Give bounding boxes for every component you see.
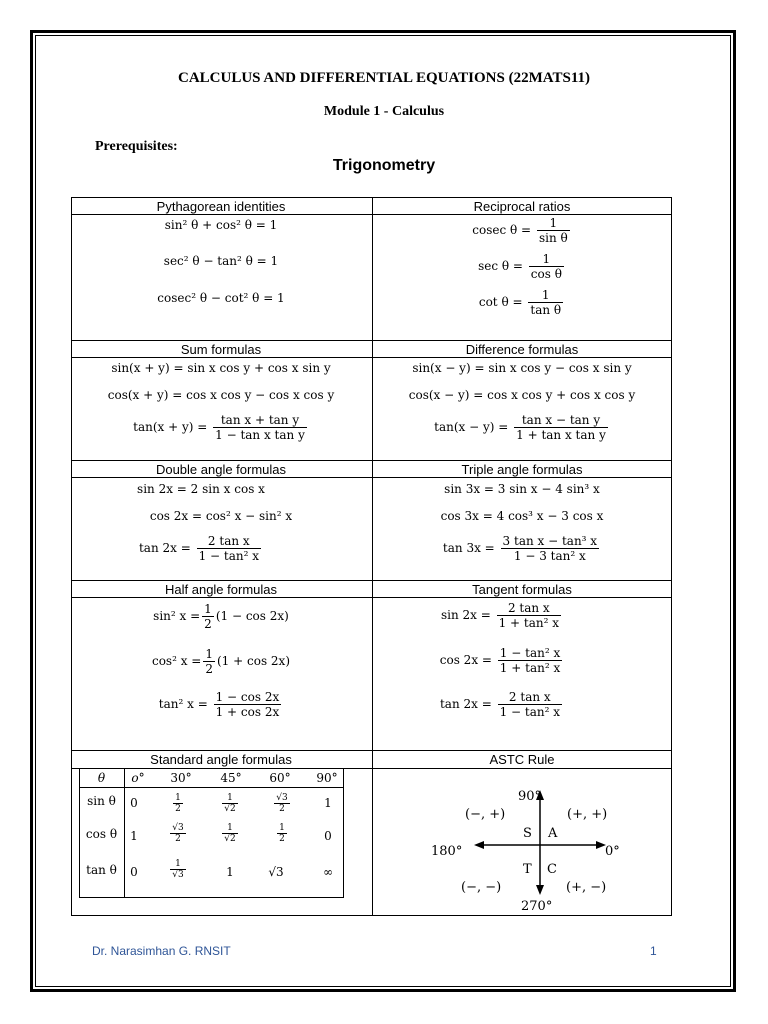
fraction xyxy=(514,413,608,442)
tangent-header: Tangent formulas xyxy=(472,582,572,597)
table-cell xyxy=(166,793,190,814)
astc-270: 270° xyxy=(521,899,553,914)
table-header-cell: 60° xyxy=(269,771,291,785)
numerator: 1 xyxy=(175,793,181,803)
numerator: tan x − tan y xyxy=(521,413,601,427)
denominator: 1 + tan² x xyxy=(498,616,560,630)
table-cell xyxy=(166,859,190,880)
half-eq-2 xyxy=(71,647,371,676)
numerator: 2 tan x xyxy=(508,690,551,704)
row-divider xyxy=(71,214,672,215)
arrow-down-icon xyxy=(536,885,544,895)
eq-lhs: sin² x = xyxy=(153,609,201,623)
numerator: √3 xyxy=(172,823,184,833)
triple-eq-1: sin 3x = 3 sin x − 4 sin³ x xyxy=(444,482,600,496)
eq-lhs: tan 3x = xyxy=(442,541,495,555)
pythagorean-header: Pythagorean identities xyxy=(156,199,286,214)
numerator: 1 xyxy=(204,602,212,616)
row-divider xyxy=(71,580,672,581)
double-eq-3 xyxy=(71,534,331,563)
numerator: tan x + tan y xyxy=(220,413,300,427)
sum-header: Sum formulas xyxy=(180,342,262,357)
numerator: 2 tan x xyxy=(507,601,550,615)
fraction-half xyxy=(202,602,214,631)
reciprocal-eq-3 xyxy=(372,288,672,317)
numerator: 1 − cos 2x xyxy=(215,690,280,704)
numerator: 1 xyxy=(549,216,558,230)
denominator: 1 + tan² x xyxy=(499,661,561,675)
fraction xyxy=(213,413,307,442)
denominator: √3 xyxy=(172,870,184,880)
triple-eq-3 xyxy=(372,534,672,563)
table-cell: 1 xyxy=(324,796,332,810)
eq-rhs: (1 + cos 2x) xyxy=(217,654,291,668)
astc-letter-a: A xyxy=(548,826,558,841)
row-divider xyxy=(71,357,672,358)
fraction xyxy=(537,216,570,245)
denominator: cos θ xyxy=(530,267,562,281)
astc-q1-signs: (+, +) xyxy=(567,807,608,822)
table-row-label: tan θ xyxy=(86,863,117,877)
tangent-eq-1 xyxy=(372,601,632,630)
table-divider xyxy=(79,787,344,788)
numerator: 1 xyxy=(175,859,181,869)
table-cell xyxy=(218,793,242,814)
double-eq-2: cos 2x = cos² x − sin² x xyxy=(149,509,293,523)
row-divider xyxy=(71,750,672,751)
reciprocal-eq-1 xyxy=(372,216,672,245)
row-divider xyxy=(71,340,672,341)
half-eq-1 xyxy=(71,602,371,631)
fraction xyxy=(222,823,237,844)
astc-90: 90° xyxy=(518,789,542,804)
denominator: 2 xyxy=(175,804,181,814)
eq-lhs: cosec θ = xyxy=(472,223,532,237)
denominator: 2 xyxy=(279,834,285,844)
fraction xyxy=(173,793,183,814)
eq-lhs: cos² x = xyxy=(151,654,202,668)
denominator: √2 xyxy=(224,834,236,844)
denominator: 1 − 3 tan² x xyxy=(501,548,600,563)
denominator: 2 xyxy=(170,833,185,844)
astc-180: 180° xyxy=(431,844,463,859)
fraction xyxy=(277,823,287,844)
footer-author: Dr. Narasimhan G. RNSIT xyxy=(92,944,231,958)
table-cell: ∞ xyxy=(323,865,333,879)
prerequisites-label: Prerequisites: xyxy=(95,139,178,154)
table-cell xyxy=(166,823,190,844)
table-cell xyxy=(270,793,294,814)
row-divider xyxy=(71,460,672,461)
row-divider xyxy=(71,477,672,478)
numerator: 1 xyxy=(279,823,285,833)
table-header-cell: 90° xyxy=(316,771,338,785)
sum-eq-1: sin(x + y) = sin x cos y + cos x sin y xyxy=(111,361,331,375)
tangent-eq-3 xyxy=(372,690,632,719)
fraction xyxy=(528,288,563,317)
table-cell: 1 xyxy=(226,865,234,879)
half-angle-header: Half angle formulas xyxy=(165,582,277,597)
denominator: 1 + tan x tan y xyxy=(516,428,606,442)
eq-lhs: sec θ = xyxy=(478,259,523,273)
difference-eq-2: cos(x − y) = cos x cos y + cos x cos y xyxy=(408,388,636,402)
table-cell xyxy=(218,823,242,844)
denominator: 1 + cos 2x xyxy=(215,705,280,719)
denominator: 2 xyxy=(274,803,289,814)
eq-lhs: tan(x − y) = xyxy=(434,420,509,434)
arrow-left-icon xyxy=(474,841,484,849)
table-cell: √3 xyxy=(268,865,284,879)
denominator: 1 − tan² x xyxy=(499,705,561,719)
reciprocal-eq-2 xyxy=(372,252,672,281)
numerator: √3 xyxy=(276,793,288,803)
difference-eq-1: sin(x − y) = sin x cos y − cos x sin y xyxy=(412,361,632,375)
sum-eq-2: cos(x + y) = cos x cos y − cos x cos y xyxy=(107,388,335,402)
table-cell: 0 xyxy=(130,865,138,879)
table-header-cell: o° xyxy=(131,771,145,785)
eq-lhs: tan(x + y) = xyxy=(133,420,208,434)
table-cell: 0 xyxy=(130,796,138,810)
numerator: 1 − tan² x xyxy=(499,646,561,660)
table-row-label: cos θ xyxy=(85,827,118,841)
table-header-cell: θ xyxy=(97,771,106,785)
numerator: 1 xyxy=(205,647,213,661)
triple-eq-2: cos 3x = 4 cos³ x − 3 cos x xyxy=(440,509,604,523)
reciprocal-header: Reciprocal ratios xyxy=(473,199,571,214)
astc-letter-c: C xyxy=(547,862,557,877)
pythagorean-eq-2: sec² θ − tan² θ = 1 xyxy=(163,254,279,268)
document-title: CALCULUS AND DIFFERENTIAL EQUATIONS (22MATS11) xyxy=(177,70,590,86)
numerator: 1 xyxy=(227,823,233,833)
page-number: 1 xyxy=(650,944,657,958)
denominator: 1 − tan x tan y xyxy=(215,428,305,442)
astc-q4-signs: (+, −) xyxy=(566,880,607,895)
denominator: tan θ xyxy=(530,303,562,317)
denominator: 2 xyxy=(205,662,213,676)
eq-lhs: tan 2x = xyxy=(138,541,191,555)
eq-lhs: tan 2x = xyxy=(439,697,492,711)
table-row-label: sin θ xyxy=(87,794,116,808)
standard-angle-header: Standard angle formulas xyxy=(150,752,292,767)
pythagorean-eq-1: sin² θ + cos² θ = 1 xyxy=(164,218,278,232)
double-eq-1: sin 2x = 2 sin x cos x xyxy=(137,482,265,496)
table-cell xyxy=(270,823,294,844)
table-cell: 1 xyxy=(130,829,138,843)
table-header-cell: 30° xyxy=(170,771,192,785)
fraction xyxy=(529,252,564,281)
denominator: 1 − tan² x xyxy=(198,549,260,563)
astc-q2-signs: (−, +) xyxy=(465,807,506,822)
numerator: 1 xyxy=(541,288,550,302)
fraction xyxy=(170,859,185,880)
table-header-cell: 45° xyxy=(220,771,242,785)
fraction xyxy=(501,534,600,563)
eq-lhs: cot θ = xyxy=(478,295,523,309)
fraction xyxy=(197,534,261,563)
astc-q3-signs: (−, −) xyxy=(461,880,502,895)
fraction xyxy=(274,793,289,814)
astc-letter-t: T xyxy=(523,862,532,877)
denominator: √2 xyxy=(224,804,236,814)
double-angle-header: Double angle formulas xyxy=(155,462,287,477)
fraction xyxy=(170,823,185,844)
numerator: 2 tan x xyxy=(207,534,250,548)
row-divider xyxy=(71,597,672,598)
fraction xyxy=(222,793,237,814)
eq-lhs: sin 2x = xyxy=(440,608,491,622)
numerator: 1 xyxy=(227,793,233,803)
denominator: 2 xyxy=(204,617,212,631)
fraction xyxy=(214,690,282,719)
denominator: sin θ xyxy=(538,231,568,245)
fraction xyxy=(498,646,562,675)
module-title: Module 1 - Calculus xyxy=(323,104,445,119)
eq-lhs: cos 2x = xyxy=(439,653,492,667)
astc-0: 0° xyxy=(605,844,620,859)
fraction-half xyxy=(203,647,215,676)
eq-rhs: (1 − cos 2x) xyxy=(215,609,289,623)
pythagorean-eq-3: cosec² θ − cot² θ = 1 xyxy=(157,291,285,305)
difference-eq-3 xyxy=(372,413,672,442)
tangent-eq-2 xyxy=(372,646,632,675)
half-eq-3 xyxy=(71,690,371,719)
numerator: 1 xyxy=(542,252,551,266)
sum-eq-3 xyxy=(71,413,371,442)
table-cell: 0 xyxy=(324,829,332,843)
difference-header: Difference formulas xyxy=(465,342,579,357)
fraction xyxy=(497,601,561,630)
triple-angle-header: Triple angle formulas xyxy=(461,462,583,477)
astc-header: ASTC Rule xyxy=(489,752,555,767)
fraction xyxy=(498,690,562,719)
astc-letter-s: S xyxy=(523,826,532,841)
numerator: 3 tan x − tan³ x xyxy=(502,534,598,548)
eq-lhs: tan² x = xyxy=(158,697,208,711)
section-title: Trigonometry xyxy=(332,157,436,174)
